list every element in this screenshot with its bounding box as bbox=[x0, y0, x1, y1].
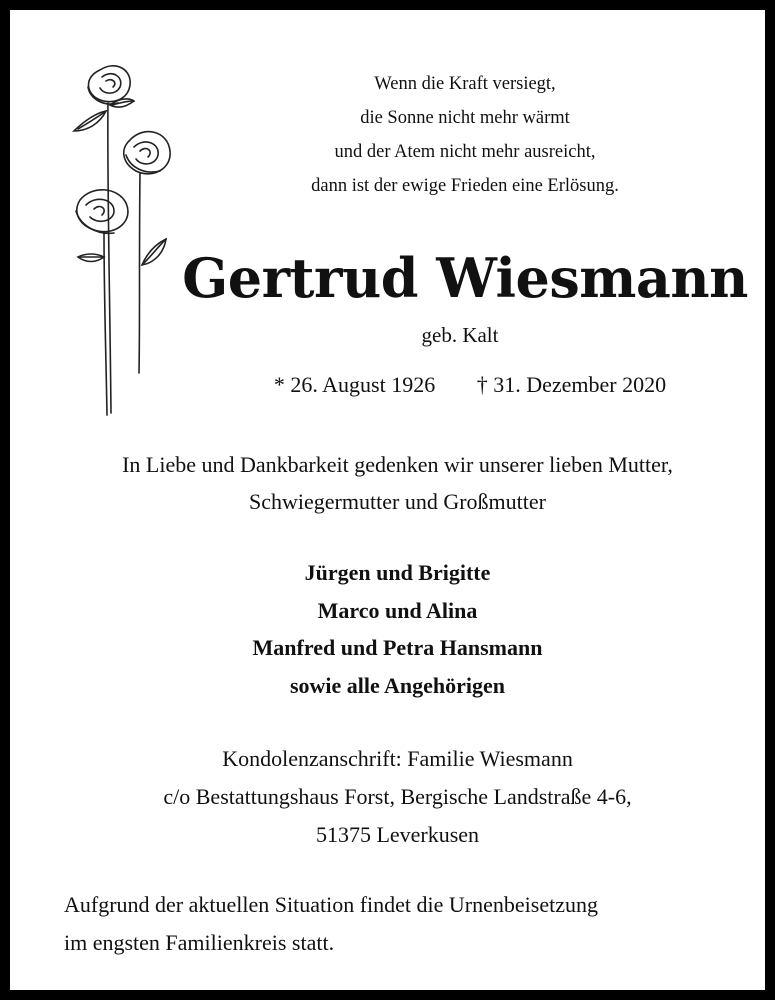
tribute-line: In Liebe und Dankbarkeit gedenken wir unserer lieben Mutter, bbox=[122, 452, 673, 477]
poem-line: dann ist der ewige Frieden eine Erlösung. bbox=[311, 176, 619, 196]
mourner: Manfred und Petra Hansmann bbox=[252, 635, 543, 660]
deceased-name: Gertrud Wiesmann bbox=[182, 246, 748, 310]
poem-line: und der Atem nicht mehr ausreicht, bbox=[334, 142, 596, 162]
poem-line: Wenn die Kraft versiegt, bbox=[374, 74, 556, 94]
maiden-name: geb. Kalt bbox=[421, 323, 499, 347]
notice-line: im engsten Familienkreis statt. bbox=[64, 930, 335, 955]
mourner: Marco und Alina bbox=[317, 597, 478, 623]
life-dates bbox=[190, 368, 750, 402]
mourner: sowie alle Angehörigen bbox=[289, 672, 506, 698]
mourner: Jürgen und Brigitte bbox=[304, 560, 491, 585]
condolence-line: 51375 Leverkusen bbox=[315, 822, 480, 847]
condolence-address bbox=[70, 740, 725, 854]
birth-date: * 26. August 1926 bbox=[273, 372, 436, 397]
tribute-line: Schwiegermutter und Großmutter bbox=[249, 489, 546, 514]
burial-notice bbox=[64, 886, 744, 962]
roses-illustration-icon bbox=[60, 55, 190, 425]
tribute-text bbox=[30, 446, 765, 520]
notice-line: Aufgrund der aktuellen Situation findet die Urnenbeisetzung bbox=[64, 892, 598, 917]
mourners-list bbox=[110, 554, 685, 704]
poem bbox=[245, 67, 685, 203]
condolence-line: c/o Bestattungshaus Forst, Bergische Landstraße 4-6, bbox=[163, 784, 632, 809]
poem-line: die Sonne nicht mehr wärmt bbox=[360, 108, 570, 128]
death-date: † 31. Dezember 2020 bbox=[476, 372, 667, 397]
condolence-line: Kondolenzanschrift: Familie Wiesmann bbox=[222, 746, 573, 771]
